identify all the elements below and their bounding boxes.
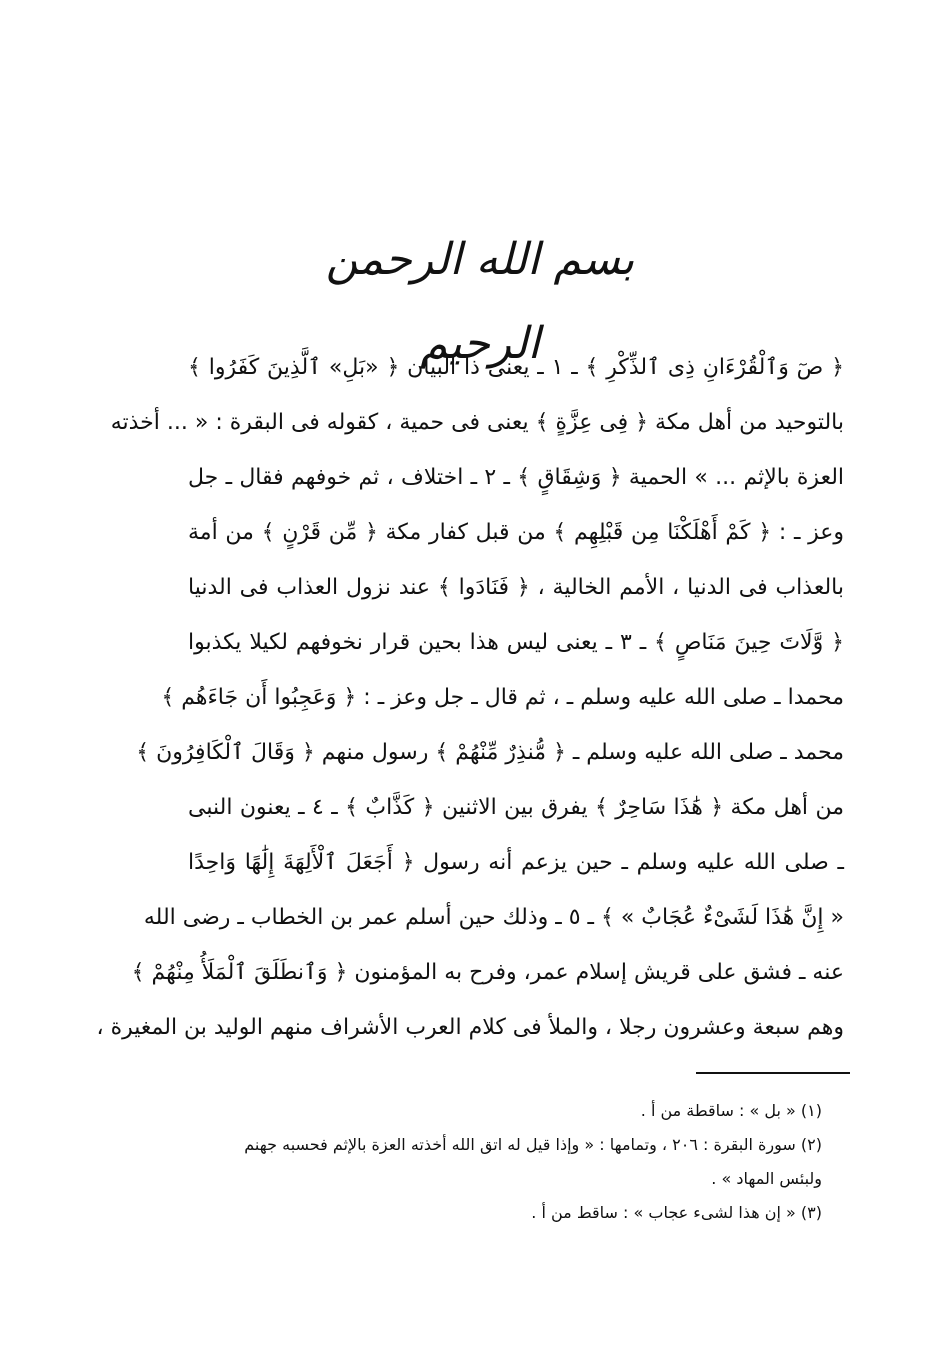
footnote-separator [696, 1072, 850, 1074]
text-line: محمد ـ صلى الله عليه وسلم ـ ﴿ مُّنذِرٌ مِّنْهُمْ ﴾ رسول منهم ﴿ وَقَالَ ٱلْكَافِرُونَ ﴾ [136, 740, 844, 765]
text-line: من أهل مكة ﴿ هَٰذَا سَاحِرٌ ﴾ يفرق بين الاثنين ﴿ كَذَّابٌ ﴾ ـ ٤ ـ يعنون النبى [188, 795, 844, 820]
text-line: وعز ـ : ﴿ كَمْ أَهْلَكْنَا مِن قَبْلِهِم ﴾ من قبل كفار مكة ﴿ مِّن قَرْنٍ ﴾ من أمة [188, 520, 844, 545]
footnotes [188, 1094, 822, 1230]
footnote-line: (٢) سورة البقرة : ٢٠٦ ، وتمامها : « وإذا قيل له اتق الله أخذته العزة بالإثم فحسبه جهنم [244, 1135, 822, 1154]
footnote-line: (٣) « إن هذا لشىء عجاب » : ساقط من أ . [531, 1203, 822, 1222]
footnote-2 [188, 1128, 822, 1196]
footnote-line: ولبئس المهاد » . [711, 1169, 822, 1188]
text-line: محمدا ـ صلى الله عليه وسلم ـ ، ثم قال ـ جل وعز ـ : ﴿ وَعَجِبُوا أَن جَاءَهُم ﴾ [161, 685, 844, 710]
footnote-line: (١) « بل » : ساقطة من أ . [640, 1101, 822, 1120]
text-line: « إِنَّ هَٰذَا لَشَىْءٌ عُجَابٌ » ﴾ ـ ٥ ـ وذلك حين أسلم عمر بن الخطاب ـ رضى الله [143, 905, 844, 930]
text-line: العزة بالإثم ... » الحمية ﴿ وَشِقَاقٍ ﴾ ـ ٢ ـ اختلاف ، ثم خوفهم فقال ـ جل [188, 465, 845, 490]
text-line: ﴿ صٓ وَٱلْقُرْءَانِ ذِى ٱلذِّكْرِ ﴾ ـ ١ ـ يعنى ذا البيان ﴿ «بَلِ» ٱلَّذِينَ كَفَرُوا ﴾ [188, 355, 844, 380]
text-line: بالتوحيد من أهل مكة ﴿ فِى عِزَّةٍ ﴾ يعنى فى حمية ، كقوله فى البقرة : « ... أخذته [110, 410, 844, 435]
text-line: عنه ـ فشق على قريش إسلام عمر، وفرح به المؤمنون ﴿ وَٱنطَلَقَ ٱلْمَلَأُ مِنْهُمْ ﴾ [131, 960, 844, 985]
text-line: ﴿ وَّلَاتَ حِينَ مَنَاصٍ ﴾ ـ ٣ ـ يعنى ليس هذا بحين قرار نخوفهم لكيلا يكذبوا [188, 630, 844, 655]
basmala-heading: بسم الله الرحمن الرحيم [325, 234, 635, 369]
text-line: وهم سبعة وعشرون رجلا ، والملأ فى كلام العرب الأشراف منهم الوليد بن المغيرة ، [96, 1015, 844, 1040]
main-text [96, 340, 845, 1055]
text-line: ـ صلى الله عليه وسلم ـ حين يزعم أنه رسول ﴿ أَجَعَلَ ٱلْأَلِهَةَ إِلَٰهًا وَاحِدًا [188, 850, 844, 875]
text-line: بالعذاب فى الدنيا ، الأمم الخالية ، ﴿ فَنَادَوا ﴾ عند نزول العذاب فى الدنيا [188, 575, 844, 600]
footnote-1 [188, 1094, 822, 1128]
footnote-3 [188, 1196, 822, 1230]
